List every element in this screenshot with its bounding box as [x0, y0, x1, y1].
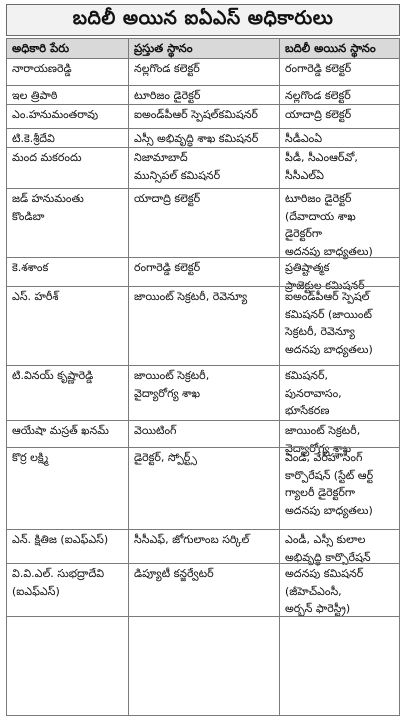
row-divider: [6, 286, 400, 287]
row-divider: [6, 38, 400, 39]
transfers-table: [6, 38, 400, 716]
row-divider: [6, 715, 400, 716]
current-post: నల్లగొండ కలెక్టర్: [134, 62, 200, 75]
officer-name: టి.కె.శ్రీదేవి: [12, 132, 55, 145]
header-current-post: ప్రస్తుత స్థానం: [134, 41, 193, 55]
new-post: కమిషనర్, పునరావాసం, భూసేకరణ: [285, 369, 342, 417]
officer-name: ఆయేషా మస్రత్ ఖనమ్: [12, 424, 109, 437]
officer-name: టి.వినయ్ కృష్ణారెడ్డి: [12, 369, 94, 382]
column-divider: [128, 38, 129, 716]
new-post: రంగారెడ్డి కలెక్టర్: [285, 62, 352, 75]
row-divider: [6, 420, 400, 421]
column-divider: [6, 38, 7, 716]
current-post: వెయిటింగ్: [134, 424, 177, 437]
officer-name: కొర్ర లక్ష్మి: [12, 451, 49, 464]
new-post: సీడీఎంఏ: [285, 132, 323, 145]
officer-name: నారాయణరెడ్డి: [12, 62, 72, 75]
column-divider: [399, 38, 400, 716]
current-post: సీసీఎఫ్, జోగులాంబ సర్కిల్: [134, 533, 250, 546]
officer-name: ఎం.హనుమంతరావు: [12, 108, 99, 121]
current-post: డిప్యూటీ కన్జర్వేటర్: [134, 567, 214, 580]
header-officer-name: అధికారి పేరు: [12, 41, 70, 55]
row-divider: [6, 104, 400, 105]
row-divider: [6, 188, 400, 189]
new-post: ఎండీ, ఎస్సీ కులాల అభివృద్ధి కార్పొరేషన్: [285, 533, 371, 564]
officer-name: ఇల త్రిపాఠి: [12, 89, 58, 102]
new-post: జాయింట్ సెక్రటరీ, వైద్యారోగ్య శాఖ: [285, 424, 361, 455]
current-post: టూరిజం డైరెక్టర్: [134, 89, 201, 102]
row-divider: [6, 58, 400, 59]
current-post: జాయింట్ సెక్రటరీ, రెవెన్యూ: [134, 290, 248, 303]
row-divider: [6, 365, 400, 366]
new-post: యాదాద్రి కలెక్టర్: [285, 108, 352, 121]
row-divider: [6, 85, 400, 86]
current-post: డైరెక్టర్, స్పోర్ట్స్: [134, 451, 197, 464]
current-post: యాదాద్రి కలెక్టర్: [134, 192, 201, 205]
row-divider: [6, 529, 400, 530]
new-post: ఐఅండ్‌పీఆర్ స్పెషల్ కమిషనర్ (జాయింట్ సెక్రటరీ, రెవెన్యూ అదనపు బాధ్యతలు): [285, 290, 373, 356]
officer-name: ఎన్. క్షితిజ (ఐఎఫ్‌ఎస్): [12, 533, 109, 546]
row-divider: [6, 128, 400, 129]
current-post: జాయింట్ సెక్రటరీ, వైద్యారోగ్య శాఖ: [134, 369, 210, 400]
row-divider: [6, 563, 400, 564]
officer-name: జడ్ హనుమంతు కొండిబా: [12, 192, 84, 223]
officer-name: ఎస్. హరీశ్: [12, 290, 59, 303]
officer-name: మంద మకరందు: [12, 151, 82, 164]
new-post: ప్రతిష్టాత్మక ప్రాజెక్టుల కమిషనర్: [285, 261, 365, 292]
header-new-post: బదిలీ అయిన స్థానం: [285, 41, 376, 55]
row-divider: [6, 616, 400, 617]
row-divider: [6, 447, 400, 448]
new-post: అదనపు కమిషనర్ (జీహెచ్ఎంసీ, అర్బన్ ఫారెస్ట్రీ): [285, 567, 364, 615]
row-divider: [6, 257, 400, 258]
table-title: బదిలీ అయిన ఐఏఎస్ అధికారులు: [6, 4, 400, 36]
current-post: నిజామాబాద్ మున్సిపల్ కమిషనర్: [134, 151, 221, 182]
new-post: టూరిజం డైరెక్టర్ (దేవాదాయ శాఖ డైరెక్టర్‌గా అదనపు బాధ్యతలు): [285, 192, 373, 258]
row-divider: [6, 147, 400, 148]
column-divider: [279, 38, 280, 716]
new-post: ఎండీ, వేర్‌హౌసింగ్ కార్పొరేషన్ (స్టేట్ ఆర్ట్ గ్యాలరీ డైరెక్టర్‌గా అదనపు బాధ్యతలు): [285, 451, 374, 517]
officer-name: వి.వి.ఎల్. సుభద్రాదేవి (ఐఎఫ్‌ఎస్): [12, 567, 105, 598]
new-post: పీడీ, సీఎంఆర్‌వో, సీసీఎల్‌ఏ: [285, 151, 358, 182]
current-post: రంగారెడ్డి కలెక్టర్: [134, 261, 201, 274]
officer-name: కె.శశాంక: [12, 261, 49, 274]
new-post: నల్లగొండ కలెక్టర్: [285, 89, 351, 102]
current-post: ఎస్సీ అభివృద్ధి శాఖ కమిషనర్: [134, 132, 259, 145]
current-post: ఐఅండ్‌పీఆర్ స్పెషల్‌కమిషనర్: [134, 108, 258, 121]
